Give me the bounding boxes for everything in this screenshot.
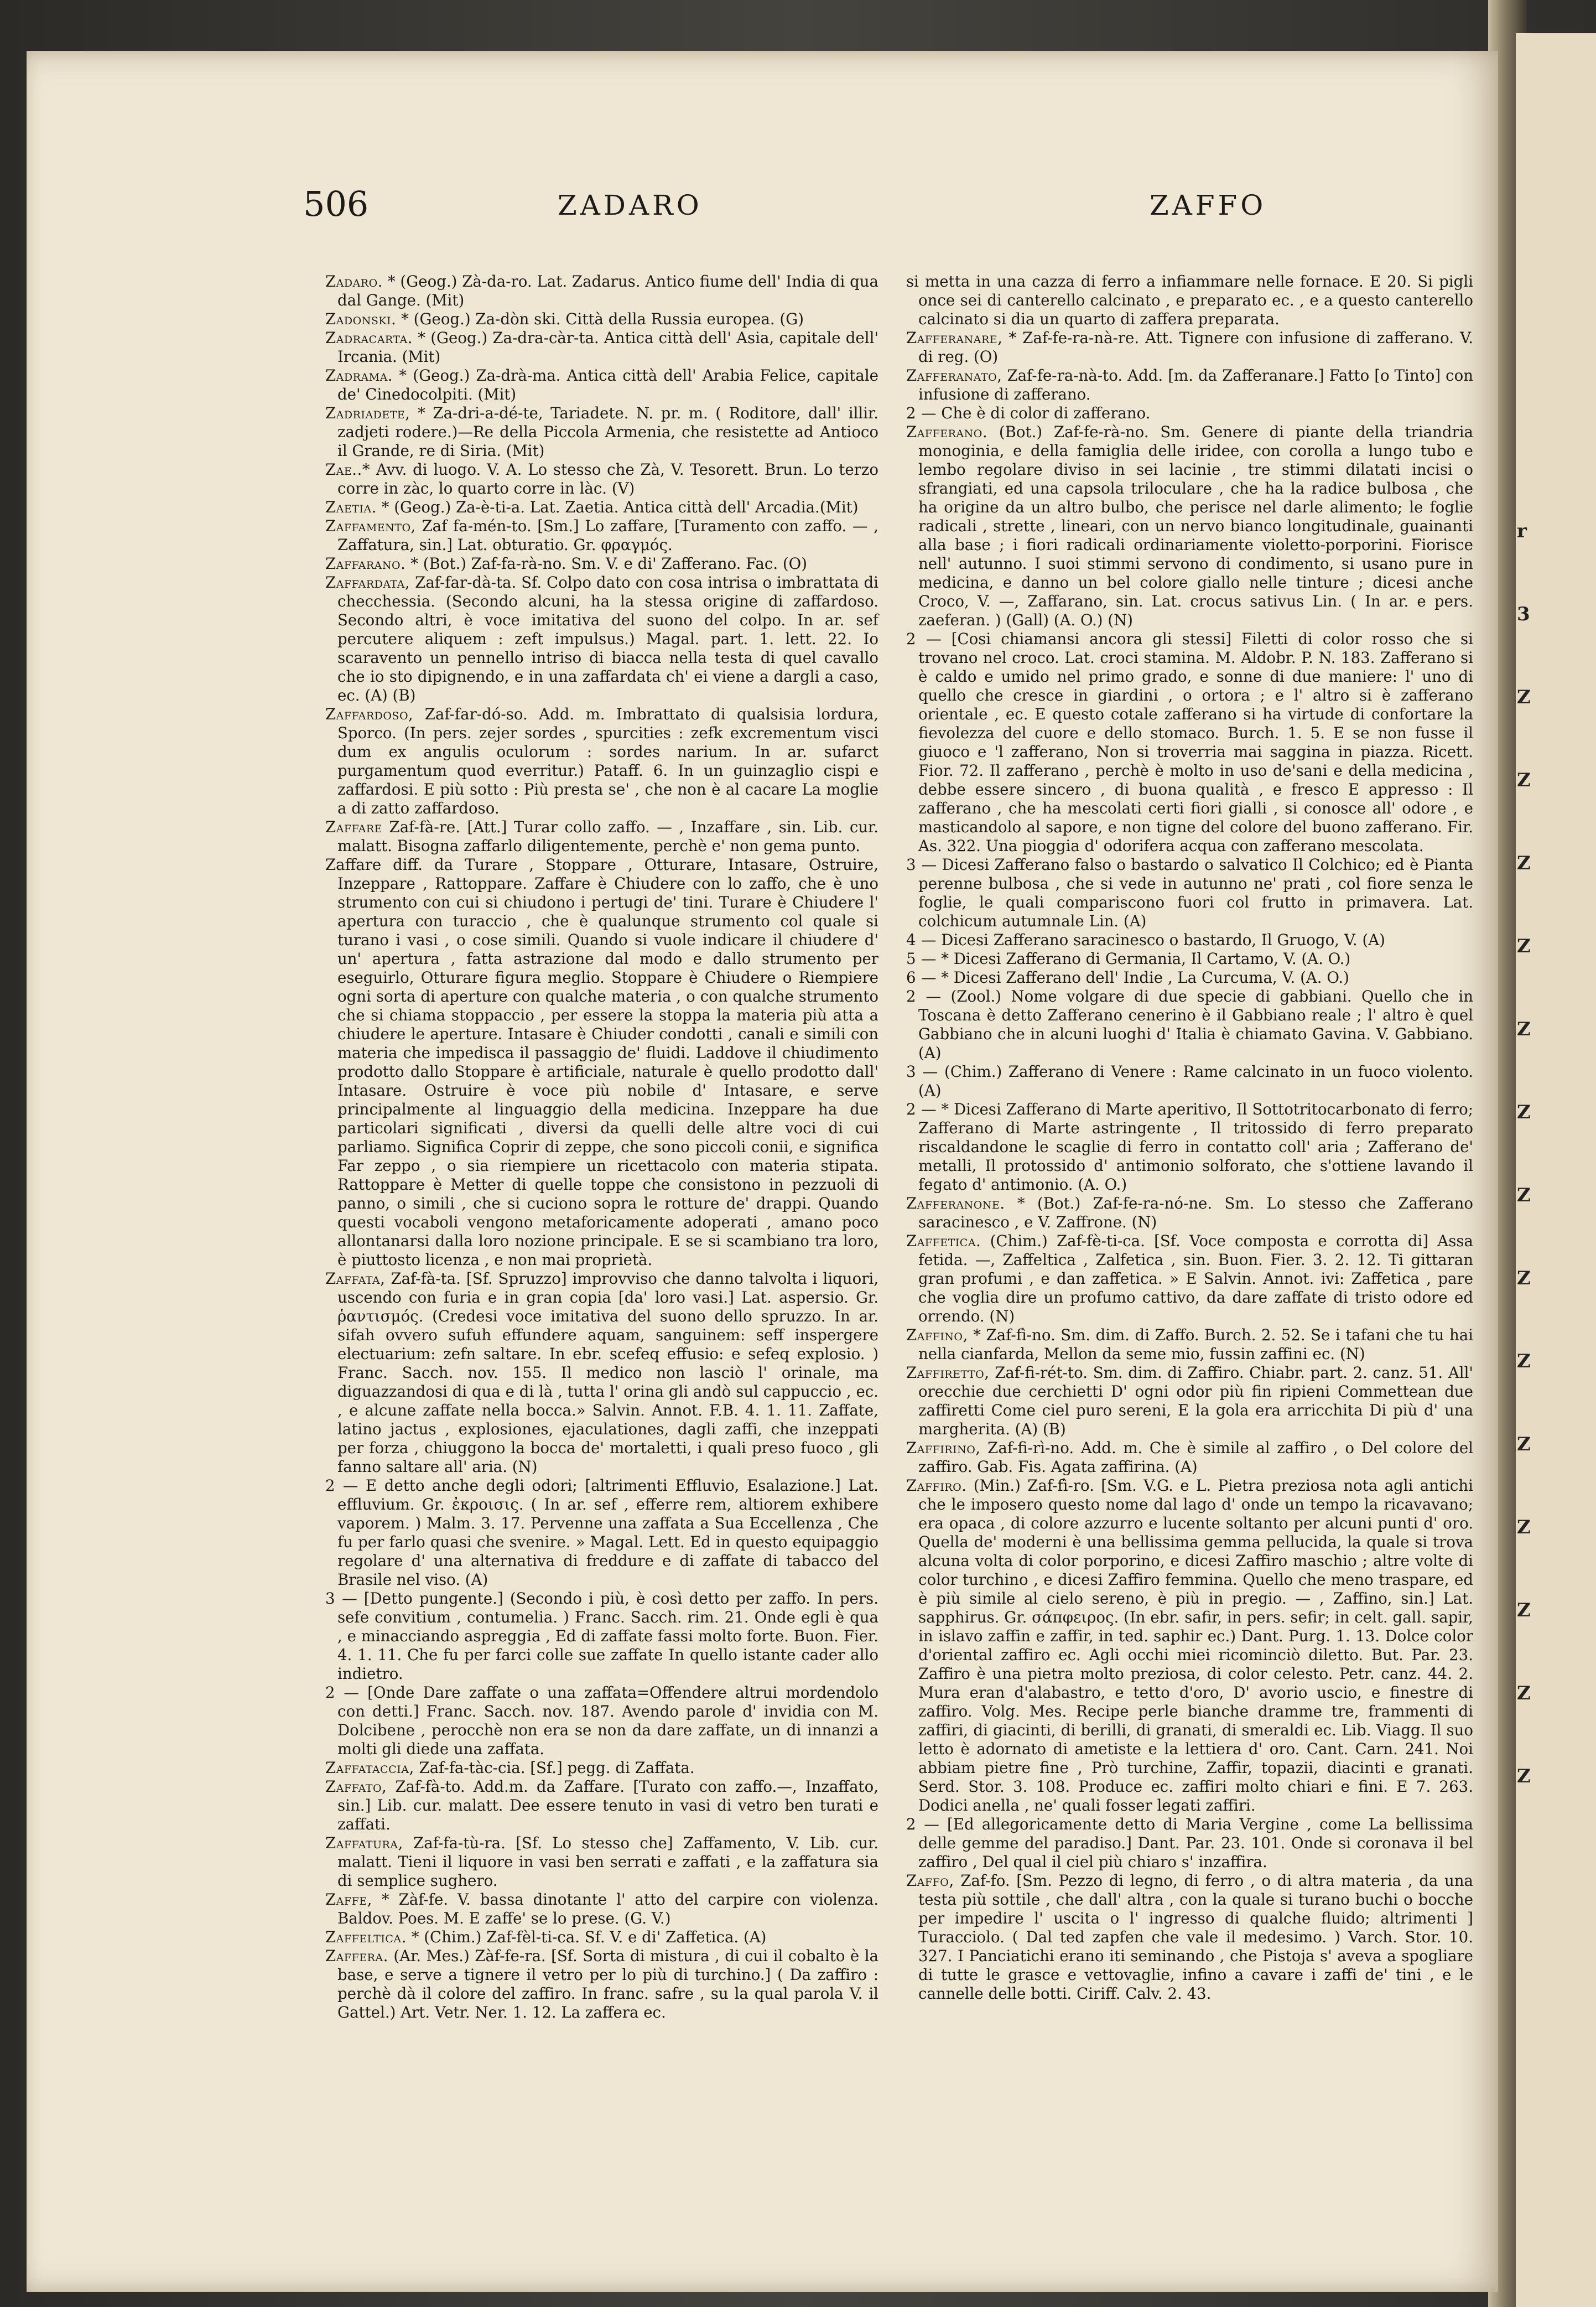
facing-page-fragment: Z — [1517, 1267, 1531, 1289]
entry-text: — [Detto pungente.] (Secondo i più, è così detto per zaffo. In pers. sefe convitium , contumelia. ) Franc. Sacch. rim. 21. Onde egli è qua , e minacciando aspreggia , Ed di zaffate fassi molto forte. Buon. Fier. 4. 1. 11. Che fu per farci colle sue zaffate In quello istante cader allo indietro. — [337, 1589, 878, 1683]
entry-headword: Zadriadete, — [325, 404, 410, 422]
dictionary-entry — [906, 1232, 1473, 1326]
entry-text: Zaf-far-dà-ta. Sf. Colpo dato con cosa intrisa o imbrattata di checchessia. (Secondo alcuni, ha la stessa origine di zaffardoso. Secondo altri, è voce imitativa del suono del colpo. In ar. sef percutere aliquem : zeft impulsus.) Magal. part. 1. lett. 22. Io scaravento un pennello intriso di biacca nella testa di quel cavallo che io sto dipignendo, e in una zaffardata ch' ei viene a dargli a caso, ec. (A) (B) — [337, 573, 878, 704]
entry-text: * (Geog.) Zà-da-ro. Lat. Zadarus. Antico fiume dell' India di qua dal Gange. (Mit) — [337, 272, 878, 309]
entry-headword: Zae..* — [325, 460, 371, 479]
entry-text: — (Zool.) Nome volgare di due specie di gabbiani. Quello che in Toscana è detto Zafferano cenerino è il Gabbiano reale ; l' altro è quel Gabbiano che in alcuni luoghi d' Italia è chiamato Gavina. V. Gabbiano. (A) — [918, 987, 1473, 1062]
entry-headword: 2 — [906, 404, 917, 422]
entry-headword: Zaffarano. — [325, 554, 406, 573]
entry-headword: Zaffato, — [325, 1777, 387, 1796]
dictionary-entry — [906, 968, 1473, 987]
facing-page-fragment: Z — [1517, 1101, 1531, 1123]
entry-text: * Zàf-fe. V. bassa dinotante l' atto del carpire con violenza. Baldov. Poes. M. E zaffe' se lo prese. (G. V.) — [337, 1890, 878, 1927]
entry-text: Zaf-fe-ra-nà-to. Add. [m. da Zafferanare.] Fatto [o Tinto] con infusione di zafferano. — [918, 366, 1474, 403]
entry-text: (Bot.) Zaf-fe-rà-no. Sm. Genere di piante della triandria monoginia, e della famiglia delle iridee, con corolla a lungo tubo e lembo regolare diviso in sei lacinie , tre stimmi dilatati incisi o sfrangiati, ed una capsola triloculare , che ha la radice bulbosa , che ha origine da un altro bulbo, che perisce nel darle alimento; le foglie radicali , strette , lineari, con un nervo bianco longitudinale, guainanti alla base ; i fiori radicali ordinariamente violetto-porporini. Fiorisce nell' autunno. I suoi stimmi servono di condimento, si usano pure in medicina, e danno un bel colore giallo nelle tinture ; dicesi anche Croco, V. —, Zaffarano, sin. Lat. crocus sativus Lin. ( In ar. e pers. zaeferan. ) (Gall) (A. O.) (N) — [918, 423, 1473, 629]
entry-headword: 4 — [906, 931, 917, 949]
entry-text: — [Cosi chiamansi ancora gli stessi] Filetti di color rosso che si trovano nel croco. Lat. croci stamina. M. Aldobr. P. N. 183. Zafferano si è caldo e umido nel primo grado, e sonne di due maniere: l' uno di quello che cresce in giardini , o ortora ; e l' altro si è zafferano orientale , ec. E questo cotale zafferano si ha virtude di confortare la fievolezza del cuore e dello stomaco. Burch. 1. 5. E se non fusse il giuoco e 'l zafferano, Non si troverria mai saggina in piazza. Ricett. Fior. 72. Il zafferano , perchè è molto in uso de'sani e della medicina , debbe essere sincero , di buona qualità , e fresco E appresso : Il zafferano , che ha mescolati certi fiori gialli , si conosce all' odore , e masticandolo al sapore, e non tigne del colore del buono zafferano. Fir. As. 322. Una pioggia d' odorifera acqua con zafferano mescolata. — [918, 630, 1473, 855]
dictionary-entry — [906, 1326, 1473, 1364]
entry-headword: 2 — [325, 1683, 336, 1702]
entry-headword: Zaffo, — [906, 1871, 954, 1890]
entry-text: — Dicesi Zafferano falso o bastardo o salvatico Il Colchico; ed è Pianta perenne bulbosa , che si vede in autunno ne' prati , col fiore senza le foglie, le quali compariscono fuori col frutto in primavera. Lat. colchicum autumnale Lin. (A) — [918, 856, 1473, 930]
dictionary-entry — [325, 1269, 878, 1476]
dictionary-entry — [325, 404, 878, 460]
facing-page-fragment: Z — [1517, 935, 1531, 957]
dictionary-entry — [906, 1476, 1473, 1815]
facing-page-edge — [1516, 33, 1596, 2307]
dictionary-entry — [325, 366, 878, 404]
dictionary-entry — [906, 423, 1473, 630]
entry-headword: Zaffeltica. — [325, 1928, 407, 1946]
entry-headword: Zaffardoso, — [325, 705, 414, 723]
entry-text: — Che è di color di zafferano. — [921, 404, 1151, 422]
dictionary-entry — [325, 498, 878, 517]
entry-text: Zaf fa-mén-to. [Sm.] Lo zaffare, [Turamento con zaffo. — , Zaffatura, sin.] Lat. obturatio. Gr. φραγμός. — [337, 517, 878, 554]
entry-headword: 3 — [906, 1062, 917, 1081]
entry-text: Zaf-fa-tàc-cia. [Sf.] pegg. di Zaffata. — [419, 1759, 695, 1777]
entry-text: — Dicesi Zafferano saracinesco o bastardo, Il Gruogo, V. (A) — [921, 931, 1385, 949]
book-page — [27, 51, 1498, 2292]
entry-text: Zaf-fi-rét-to. Sm. dim. di Zaffiro. Chiabr. part. 2. canz. 51. All' orecchie due cerchietti D' ogni odor più fin ripieni Commettean due zaffiretti Come ciel puro sereni, E la gola era arricchita Di più d' una margherita. (A) (B) — [918, 1364, 1473, 1438]
dictionary-entry — [325, 554, 878, 573]
entry-text: (Ar. Mes.) Zàf-fe-ra. [Sf. Sorta di mistura , di cui il cobalto è la base, e serve a tignere il vetro per lo più di turchino.] ( Da zaffiro : perchè dà il colore del zaffiro. In franc. safre , su la qual parola V. il Gattel.) Art. Vetr. Ner. 1. 12. La zaffera ec. — [337, 1947, 878, 2021]
entry-text: — * Dicesi Zafferano dell' Indie , La Curcuma, V. (A. O.) — [921, 968, 1349, 987]
dictionary-entry — [325, 1476, 878, 1589]
facing-page-fragment: Z — [1517, 1350, 1531, 1372]
facing-page-fragment: Z — [1517, 1682, 1531, 1704]
facing-page-fragment: Z — [1517, 1184, 1531, 1206]
facing-page-fragment: Z — [1517, 769, 1531, 791]
facing-page-fragment: Z — [1517, 1433, 1531, 1455]
entry-headword: 2 — [906, 1100, 917, 1118]
facing-page-fragment: 3 — [1517, 603, 1530, 625]
entry-headword: Zaffetica. — [906, 1232, 981, 1250]
entry-text: Zaf-fà-ta. [Sf. Spruzzo] improvviso che danno talvolta i liquori, uscendo con furia e in gran copia [da' loro vasi.] Lat. aspersio. Gr. ῥαντισμός. (Credesi voce imitativa del suono dello spruzzo. In ar. sifah ovvero sufuh effundere aquam, sanguinem: seff inspergere electuarium: zefn saltare. In ebr. scefeq effusio: e sefeq explosio. ) Franc. Sacch. nov. 155. Il medico non lasciò l' orinale, ma diguazzandosi di qua e di là , tutta l' orina gli andò sul cappuccio , ec. , e alcune zaffate nella bocca.» Salvin. Annot. F.B. 4. 1. 11. Zaffate, latino jactus , explosiones, ejaculationes, dagli zaffi, che inzeppati per forza , chiuggono la bocca de' mortaletti, i quali preso fuoco , gli fanno saltare all' aria. (N) — [337, 1269, 878, 1476]
entry-headword: 2 — [906, 630, 917, 648]
entry-headword: Zaffardata, — [325, 573, 410, 592]
entry-text: * (Geog.) Za-drà-ma. Antica città dell' Arabia Felice, capitale de' Cinedocolpiti. (Mit) — [337, 366, 878, 403]
dictionary-entry — [906, 1439, 1473, 1476]
dictionary-entry — [325, 818, 878, 856]
dictionary-entry — [906, 931, 1473, 950]
entry-headword: Zafferanato, — [906, 366, 1002, 385]
entry-headword: Zafferanare, — [906, 329, 1003, 347]
entry-headword: 2 — [906, 987, 917, 1005]
right-running-head: ZAFFO — [1150, 189, 1267, 221]
dictionary-entry — [325, 573, 878, 705]
dictionary-entry — [325, 460, 878, 498]
entry-headword: Zafferanone. — [906, 1194, 1005, 1212]
entry-headword: Zafferano. — [906, 423, 988, 441]
entry-text: * (Bot.) Zaf-fa-rà-no. Sm. V. e di' Zafferano. Fac. (O) — [410, 554, 808, 573]
entry-text: — E detto anche degli odori; [altrimenti Effluvio, Esalazione.] Lat. effluvium. Gr. ἐκροισις. ( In ar. sef , efferre rem, altiorem exhibere vaporem. ) Malm. 3. 17. Pervenne una zaffata a Sua Eccellenza , Che fu per farlo quasi che svenire. » Magal. Lett. Ed in questo equipaggio regolare d' una alternativa di freddure e di zaffate di tabacco del Brasile nel viso. (A) — [337, 1476, 878, 1589]
dictionary-entry — [325, 705, 878, 818]
dictionary-entry — [906, 950, 1473, 968]
entry-text: — [Onde Dare zaffate o una zaffata=Offendere altrui mordendolo con detti.] Franc. Sacch. nov. 187. Avendo parole d' invidia con M. Dolcibene , perocchè non era se non da dare zaffate, un di innanzi a molti gli diede una zaffata. — [337, 1683, 878, 1758]
entry-text: * (Geog.) Za-è-ti-a. Lat. Zaetia. Antica città dell' Arcadia.(Mit) — [381, 498, 859, 516]
facing-page-fragment: Z — [1517, 1599, 1531, 1621]
entry-headword: Zaffamento, — [325, 517, 416, 535]
entry-headword: Zadrama. — [325, 366, 393, 385]
dictionary-entry — [906, 856, 1473, 931]
entry-text: * (Chim.) Zaf-fèl-ti-ca. Sf. V. e di' Zaffetica. (A) — [411, 1928, 767, 1946]
dictionary-entry — [906, 1194, 1473, 1232]
entry-headword: Zaffirino, — [906, 1439, 981, 1457]
dictionary-entry — [325, 1890, 878, 1928]
entry-headword: Zaffiretto, — [906, 1364, 990, 1382]
facing-page-fragment: r — [1517, 520, 1527, 542]
entry-headword: 2 — [906, 1815, 917, 1833]
dictionary-entry — [906, 1364, 1473, 1439]
dictionary-entry — [906, 1815, 1473, 1871]
entry-text: * (Geog.) Za-dòn ski. Città della Russia europea. (G) — [401, 310, 804, 328]
dictionary-entry — [906, 272, 1473, 329]
entry-text: (Chim.) Zaf-fè-ti-ca. [Sf. Voce composta e corrotta di] Assa fetida. —, Zaffeltica , Zalfetica , sin. Buon. Fier. 3. 2. 12. Ti gittaran gran profumi , e dan zaffetica. » E Salvin. Annot. ivi: Zaffetica , pare che voglia dire un profumo cattivo, da dare zaffate di tristo odore ed orrendo. (N) — [918, 1232, 1473, 1325]
entry-text: * Za-dri-a-dé-te, Tariadete. N. pr. m. ( Roditore, dall' illir. zadjeti rodere.)—Re della Piccola Armenia, che resistette ad Antioco il Grande, re di Siria. (Mit) — [337, 404, 878, 460]
dictionary-entry — [906, 1062, 1473, 1100]
dictionary-entry — [325, 272, 878, 310]
dictionary-entry — [325, 1759, 878, 1777]
entry-headword: Zadonski. — [325, 310, 397, 328]
facing-page-fragment: Z — [1517, 1018, 1531, 1040]
entry-text: * Zaf-fe-ra-nà-re. Att. Tignere con infusione di zafferano. V. di reg. (O) — [918, 329, 1473, 366]
entry-headword: 6 — [906, 968, 917, 987]
entry-text: — * Dicesi Zafferano di Germania, Il Cartamo, V. (A. O.) — [921, 950, 1351, 968]
entry-headword: 3 — [325, 1589, 336, 1608]
entry-headword: Zadaro. — [325, 272, 383, 291]
entry-headword: Zaffino, — [906, 1326, 968, 1344]
dictionary-entry — [906, 366, 1473, 404]
entry-text: Avv. di luogo. V. A. Lo stesso che Zà, V. Tesorett. Brun. Lo terzo corre in zàc, lo quarto corre in làc. (V) — [337, 460, 878, 497]
entry-headword: Zaffata, — [325, 1269, 386, 1288]
dictionary-entry — [325, 310, 878, 329]
facing-page-fragment: Z — [1517, 1765, 1531, 1787]
entry-headword: Zadracarta. — [325, 329, 413, 347]
entry-text: si metta in una cazza di ferro a infiammare nelle fornace. E 20. Si pigli once sei di canterello calcinato , e preparato ec. , e a questo canterello calcinato si dia un quarto di zaffera preparata. — [906, 272, 1473, 328]
entry-headword: 3 — [906, 856, 917, 874]
entry-headword: Zaffare — [325, 818, 383, 836]
facing-page-fragment: Z — [1517, 686, 1531, 708]
dictionary-entry — [325, 1777, 878, 1834]
entry-headword: Zaetia. — [325, 498, 377, 516]
entry-text: Zaf-fà-re. [Att.] Turar collo zaffo. — , Inzaffare , sin. Lib. cur. malatt. Bisogna zaffarlo diligentemente, perchè e' non gema punto. — [337, 818, 878, 855]
dictionary-entry — [325, 1928, 878, 1947]
entry-text: Zaf-far-dó-so. Add. m. Imbrattato di qualsisia lordura, Sporco. (In pers. zejer sordes , spurcities : zefk excrementum visci dum ex angulis oculorum : sordes narium. In ar. sufarct purgamentum quod everritur.) Pataff. 6. In un guinzaglio cispi e zaffardosi. E più sotto : Più presta se' , che non è al cacare La moglie a di zatto zaffardoso. — [337, 705, 878, 817]
dictionary-entry — [906, 987, 1473, 1062]
running-header — [27, 184, 1498, 234]
dictionary-entry — [906, 1100, 1473, 1194]
entry-text: * (Bot.) Zaf-fe-ra-nó-ne. Sm. Lo stesso che Zafferano saracinesco , e V. Zaffrone. (N) — [918, 1194, 1473, 1231]
entry-text: Zaffare diff. da Turare , Stoppare , Otturare, Intasare, Ostruire, Inzeppare , Rattoppare. Zaffare è Chiudere con lo zaffo, che è uno strumento con cui si chiudono i pertugi de' tini. Turare è Chiudere l' apertura con turaccio , che è qualunque strumento col quale si turano i vasi , o cose simili. Quando si vuole indicare il chiudere d' un' apertura , fatta astrazione dal modo e dallo strumento per eseguirlo, Otturare figura meglio. Stoppare è Chiudere o Riempiere ogni sorta di aperture con qualche materia , o con qualche strumento che si chiama stoppaccio , per essere la stoppa la materia più atta a chiudere le aperture. Intasare è Chiuder condotti , canali e simili con materia che impedisca il passaggio de' fluidi. Laddove il chiudimento prodotto dallo Stoppare è artificiale, naturale è quello prodotto dall' Intasare. Ostruire è voce più nobile d' Intasare, e serve principalmente al linguaggio della medicina. Inzeppare ha due particolari significati , diversi da quelli delle altre voci di cui parliamo. Significa Coprir di zeppe, che sono piccoli conii, e significa Far zeppo , o sia riempiere un ricettacolo con materia stipata. Rattoppare è Metter di quelle toppe che consistono in pezzuoli di panno, o simili , che si cuciono sopra le rotture de' drappi. Quando questi vocaboli vengono metaforicamente adoperati , amano poco allontanarsi dalla loro nozione principale. E se si scambiano tra loro, è piuttosto licenza , e non mai proprietà. — [325, 856, 878, 1269]
entry-text: (Min.) Zaf-fì-ro. [Sm. V.G. e L. Pietra preziosa nota agli antichi che le imposero questo nome dal lago d' onde un tempo la ricavavano; era opaca , di colore azzurro e lucente soltanto per alcuni punti d' oro. Quella de' moderni è una bellissima gemma pellucida, la quale si trova alcuna volta di color porporino, e dicesi Zaffiro maschio ; altre volte di color turchino , e dicesi Zaffiro femmina. Quello che meno traspare, ed è più simile al cielo sereno, è più in pregio. — , Zaffino, sin.] Lat. sapphirus. Gr. σάπφειρος. (In ebr. safir, in pers. sefir; in celt. gall. sapir, in islavo zaffin e zaffir, in ted. saphir ec.) Dant. Purg. 1. 13. Dolce color d'oriental zaffiro ec. Agli occhi miei ricominciò diletto. But. Par. 23. Zaffiro è una pietra molto preziosa, di color celesto. Petr. canz. 44. 2. Mura eran d'alabastro, e tetto d'oro, D' avorio uscio, e finestre di zaffiro. Volg. Mes. Recipe perle bianche dramme tre, frammenti di zaffiri, di giacinti, di berilli, di granati, di smeraldi ec. Lib. Viagg. Il suo letto è adornato di ametiste e la lettiera d' oro. Cant. Carn. 241. Noi abbiam pietre fine , Prò turchine, Zaffir, topazii, diacinti e granati. Serd. Stor. 3. 108. Produce ec. zaffiri molto chiari e fini. E 7. 263. Dodici anella , ne' quali fosser legati zaffiri. — [918, 1476, 1473, 1815]
dictionary-entry — [325, 1589, 878, 1683]
entry-text: Zaf-fi-rì-no. Add. m. Che è simile al zaffiro , o Del colore del zaffiro. Gab. Fis. Agata zaffirina. (A) — [918, 1439, 1473, 1476]
entry-text: * Zaf-fì-no. Sm. dim. di Zaffo. Burch. 2. 52. Se i tafani che tu hai nella cianfarda, Mellon da seme mio, fussin zaffini ec. (N) — [918, 1326, 1473, 1363]
entry-headword: Zaffataccia, — [325, 1759, 414, 1777]
entry-text: — * Dicesi Zafferano di Marte aperitivo, Il Sottotritocarbonato di ferro; Zafferano di Marte astringente , Il tritossido di ferro preparato riscaldandone le scaglie di ferro in contatto coll' aria ; Zafferano de' metalli, Il protossido d' antimonio solforato, che s'ottiene lavando il fegato d' antimonio. (A. O.) — [918, 1100, 1473, 1194]
right-column — [906, 272, 1473, 2003]
entry-text: * (Geog.) Za-dra-càr-ta. Antica città dell' Asia, capitale dell' Ircania. (Mit) — [337, 329, 878, 366]
entry-headword: Zaffe, — [325, 1890, 372, 1909]
entry-text: Zaf-fà-to. Add.m. da Zaffare. [Turato con zaffo.—, Inzaffato, sin.] Lib. cur. malatt. Dee essere tenuto in vasi di vetro ben turati e zaffati. — [337, 1777, 878, 1833]
entry-text: Zaf-fo. [Sm. Pezzo di legno, di ferro , o di altra materia , da una testa più sottile , che dall' altra , con la quale si turano buchi o bocche per impedire l' uscita o l' ingresso di qualche fluido; altrimenti ] Turacciolo. ( Dal ted zapfen che vale il medesimo. ) Varch. Stor. 10. 327. I Panciatichi erano iti seminando , che Pistoja s' aveva a spogliare di tutte le grasce e vettovaglie, infino a cavare i zaffi de' tini , e le cannelle delle botti. Ciriff. Calv. 2. 43. — [918, 1871, 1473, 2003]
dictionary-entry — [325, 1947, 878, 2022]
entry-text: — [Ed allegoricamente detto di Maria Vergine , come La bellissima delle gemme del paradiso.] Dant. Par. 23. 101. Onde si coronava il bel zaffiro , Del qual il ciel più chiaro s' inzaffira. — [918, 1815, 1473, 1871]
dictionary-entry — [325, 856, 878, 1269]
entry-headword: Zaffatura, — [325, 1834, 403, 1852]
page-number: 506 — [303, 184, 369, 224]
dictionary-entry — [325, 329, 878, 366]
dictionary-entry — [325, 1683, 878, 1759]
dictionary-entry — [906, 1871, 1473, 2003]
entry-headword: 5 — [906, 950, 917, 968]
dictionary-entry — [906, 630, 1473, 856]
facing-page-fragment: Z — [1517, 1516, 1531, 1538]
dictionary-entry — [906, 329, 1473, 366]
left-running-head: ZADARO — [558, 189, 703, 221]
entry-text: — (Chim.) Zafferano di Venere : Rame calcinato in un fuoco violento. (A) — [918, 1062, 1473, 1100]
dictionary-entry — [325, 1834, 878, 1890]
entry-headword: 2 — [325, 1476, 336, 1495]
facing-page-fragment: Z — [1517, 852, 1531, 874]
dictionary-entry — [906, 404, 1473, 423]
dictionary-entry — [325, 517, 878, 554]
left-column — [325, 272, 878, 2022]
entry-headword: Zaffera. — [325, 1947, 388, 1965]
entry-text: Zaf-fa-tù-ra. [Sf. Lo stesso che] Zaffamento, V. Lib. cur. malatt. Tieni il liquore in vasi ben serrati e zaffati , e la zaffatura sia di semplice sughero. — [337, 1834, 879, 1890]
entry-headword: Zaffiro. — [906, 1476, 967, 1495]
